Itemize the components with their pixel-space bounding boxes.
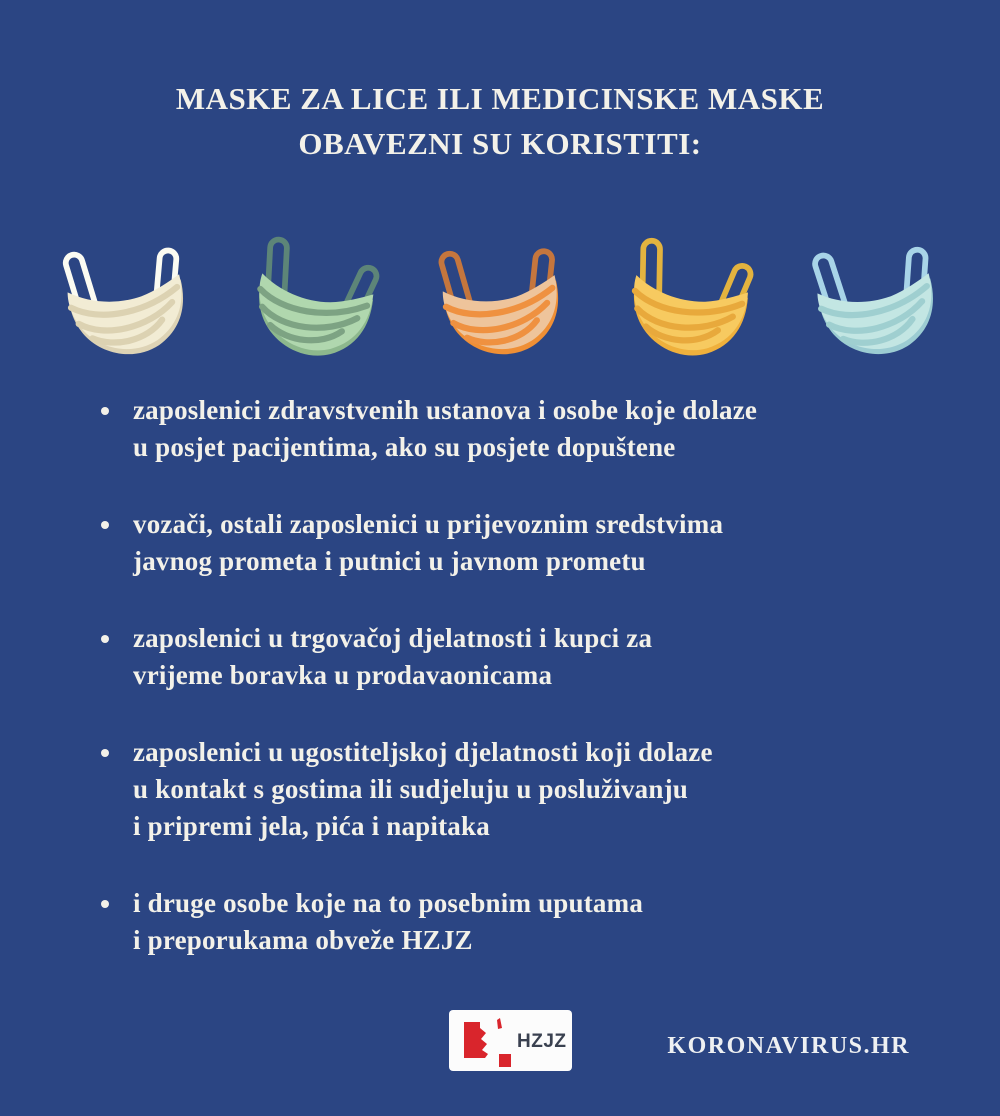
list-item: [101, 506, 941, 580]
hzjz-logo-emblem-mark: [497, 1018, 502, 1029]
poster-title-line1: MASKE ZA LICE ILI MEDICINSKE MASKE: [175, 81, 825, 116]
bullet-line: javnog prometa i putnici u javnom prometu: [133, 546, 646, 576]
bullet-line: vrijeme boravka u prodavaonicama: [133, 660, 553, 690]
list-item: [101, 734, 941, 845]
bullet-line: i preporukama obveže HZJZ: [133, 925, 473, 955]
bullet-text: [133, 392, 757, 466]
hzjz-logo-text: HZJZ: [517, 1031, 567, 1052]
bullet-dot: [101, 407, 109, 415]
bullet-line: u kontakt s gostima ili sudjeluju u posluživanju: [133, 774, 689, 804]
list-item: [101, 885, 941, 959]
bullet-text: [133, 734, 713, 845]
bullet-text: [133, 885, 643, 959]
poster-title: [0, 76, 1000, 166]
bullet-text: [133, 506, 723, 580]
green-mask-icon: [226, 222, 400, 381]
bullet-line: zaposlenici u ugostiteljskoj djelatnosti koji dolaze: [133, 737, 713, 767]
bullet-text: [133, 620, 652, 694]
bullet-line: vozači, ostali zaposlenici u prijevoznim sredstvima: [133, 509, 724, 539]
mask-rules-list: [101, 392, 941, 999]
hzjz-logo: [449, 1010, 572, 1071]
list-item: [101, 392, 941, 466]
bullet-line: zaposlenici u trgovačoj djelatnosti i kupci za: [133, 623, 653, 653]
yellow-mask-icon: [602, 224, 773, 380]
mask-row: [52, 232, 948, 372]
bullet-dot: [101, 900, 109, 908]
poster-title-line2: OBAVEZNI SU KORISTITI:: [298, 126, 702, 161]
website-link[interactable]: KORONAVIRUS.HR: [667, 1033, 910, 1059]
orange-mask-icon: [423, 234, 577, 370]
hzjz-logo-emblem-square: [499, 1054, 511, 1067]
bullet-line: i pripremi jela, pića i napitaka: [133, 811, 490, 841]
bullet-dot: [101, 749, 109, 757]
bullet-dot: [101, 521, 109, 529]
list-item: [101, 620, 941, 694]
cream-mask-icon: [47, 233, 203, 371]
bullet-dot: [101, 635, 109, 643]
blue-mask-icon: [796, 232, 954, 373]
bullet-line: i druge osobe koje na to posebnim uputama: [133, 888, 644, 918]
bullet-line: u posjet pacijentima, ako su posjete dopuštene: [133, 432, 676, 462]
bullet-line: zaposlenici zdravstvenih ustanova i osobe koje dolaze: [133, 395, 758, 425]
